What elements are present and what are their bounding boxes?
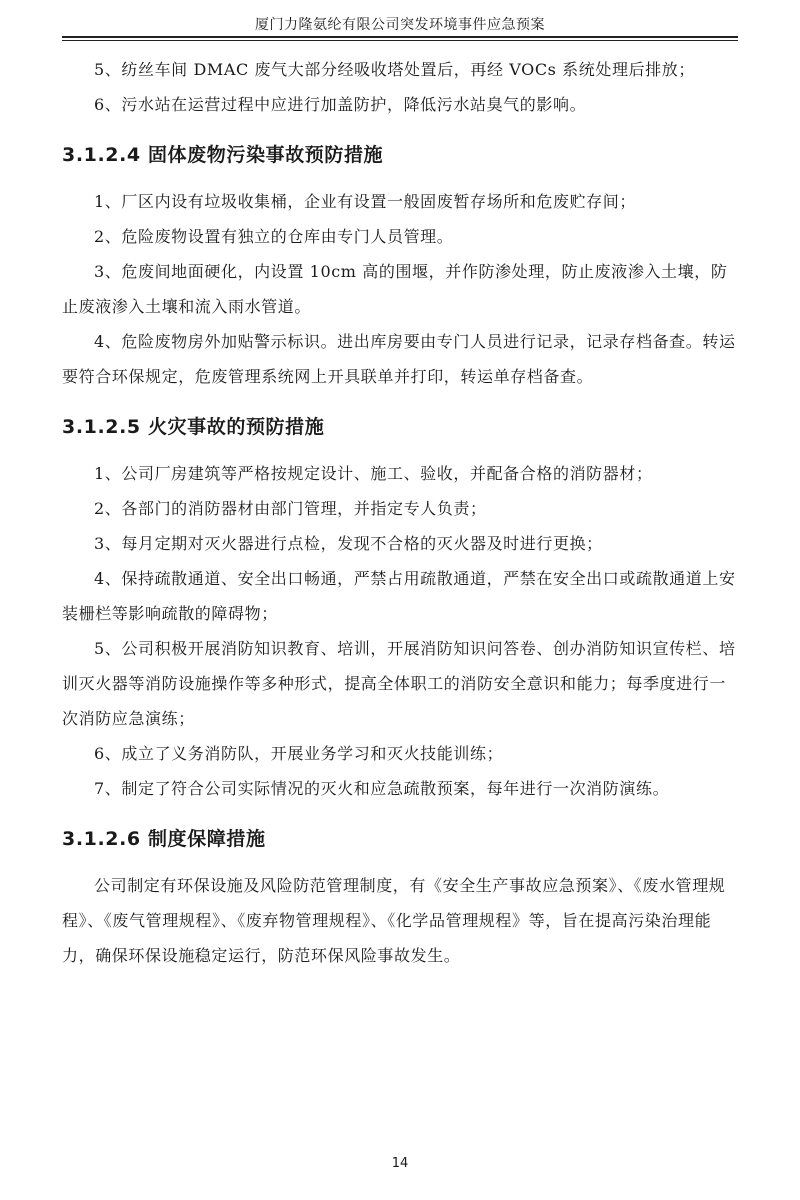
section-heading-solid-waste: 3.1.2.4 固体废物污染事故预防措施 [62, 144, 384, 166]
list-item: 5、纺丝车间 DMAC 废气大部分经吸收塔处置后，再经 VOCs 系统处理后排放； [94, 60, 695, 79]
list-item: 1、公司厂房建筑等严格按规定设计、施工、验收，并配备合格的消防器材； [94, 464, 653, 483]
list-item: 4、保持疏散通道、安全出口畅通，严禁占用疏散通道，严禁在安全出口或疏散通道上安装栅栏等影响疏散的障碍物； [62, 569, 736, 623]
list-item: 5、公司积极开展消防知识教育、培训，开展消防知识问答卷、创办消防知识宣传栏、培训灭火器等消防设施操作等多种形式，提高全体职工的消防安全意识和能力；每季度进行一次消防应急演练； [62, 639, 736, 728]
list-item: 3、危废间地面硬化，内设置 10cm 高的围堰，并作防渗处理，防止废液渗入土壤，防止废液渗入土壤和流入雨水管道。 [62, 262, 728, 316]
list-item: 4、危险废物房外加贴警示标识。进出库房要由专门人员进行记录，记录存档备查。转运要符合环保规定，危废管理系统网上开具联单并打印，转运单存档备查。 [62, 332, 736, 386]
header-rule-thick [62, 36, 738, 38]
list-item: 2、危险废物设置有独立的仓库由专门人员管理。 [94, 227, 454, 246]
list-item: 3、每月定期对灭火器进行点检，发现不合格的灭火器及时进行更换； [94, 534, 603, 553]
page-content [62, 52, 738, 973]
list-item: 7、制定了符合公司实际情况的灭火和应急疏散预案，每年进行一次消防演练。 [94, 779, 670, 798]
list-item: 6、污水站在运营过程中应进行加盖防护，降低污水站臭气的影响。 [94, 95, 587, 114]
document-header: 厦门力隆氨纶有限公司突发环境事件应急预案 [255, 17, 545, 33]
list-item: 6、成立了义务消防队，开展业务学习和灭火技能训练； [94, 744, 504, 763]
page-number: 14 [391, 1156, 409, 1171]
list-item: 2、各部门的消防器材由部门管理，并指定专人负责； [94, 499, 487, 518]
header-rule-thin [62, 40, 738, 41]
section-heading-fire: 3.1.2.5 火灾事故的预防措施 [62, 416, 325, 438]
section-heading-system: 3.1.2.6 制度保障措施 [62, 828, 266, 850]
list-item: 1、厂区内设有垃圾收集桶，企业有设置一般固废暂存场所和危废贮存间； [94, 192, 636, 211]
body-paragraph: 公司制定有环保设施及风险防范管理制度，有《安全生产事故应急预案》、《废水管理规程》、《废气管理规程》、《废弃物管理规程》、《化学品管理规程》等，旨在提高污染治理能力，确保环保设施稳定运行，防范环保风险事故发生。 [62, 876, 726, 965]
